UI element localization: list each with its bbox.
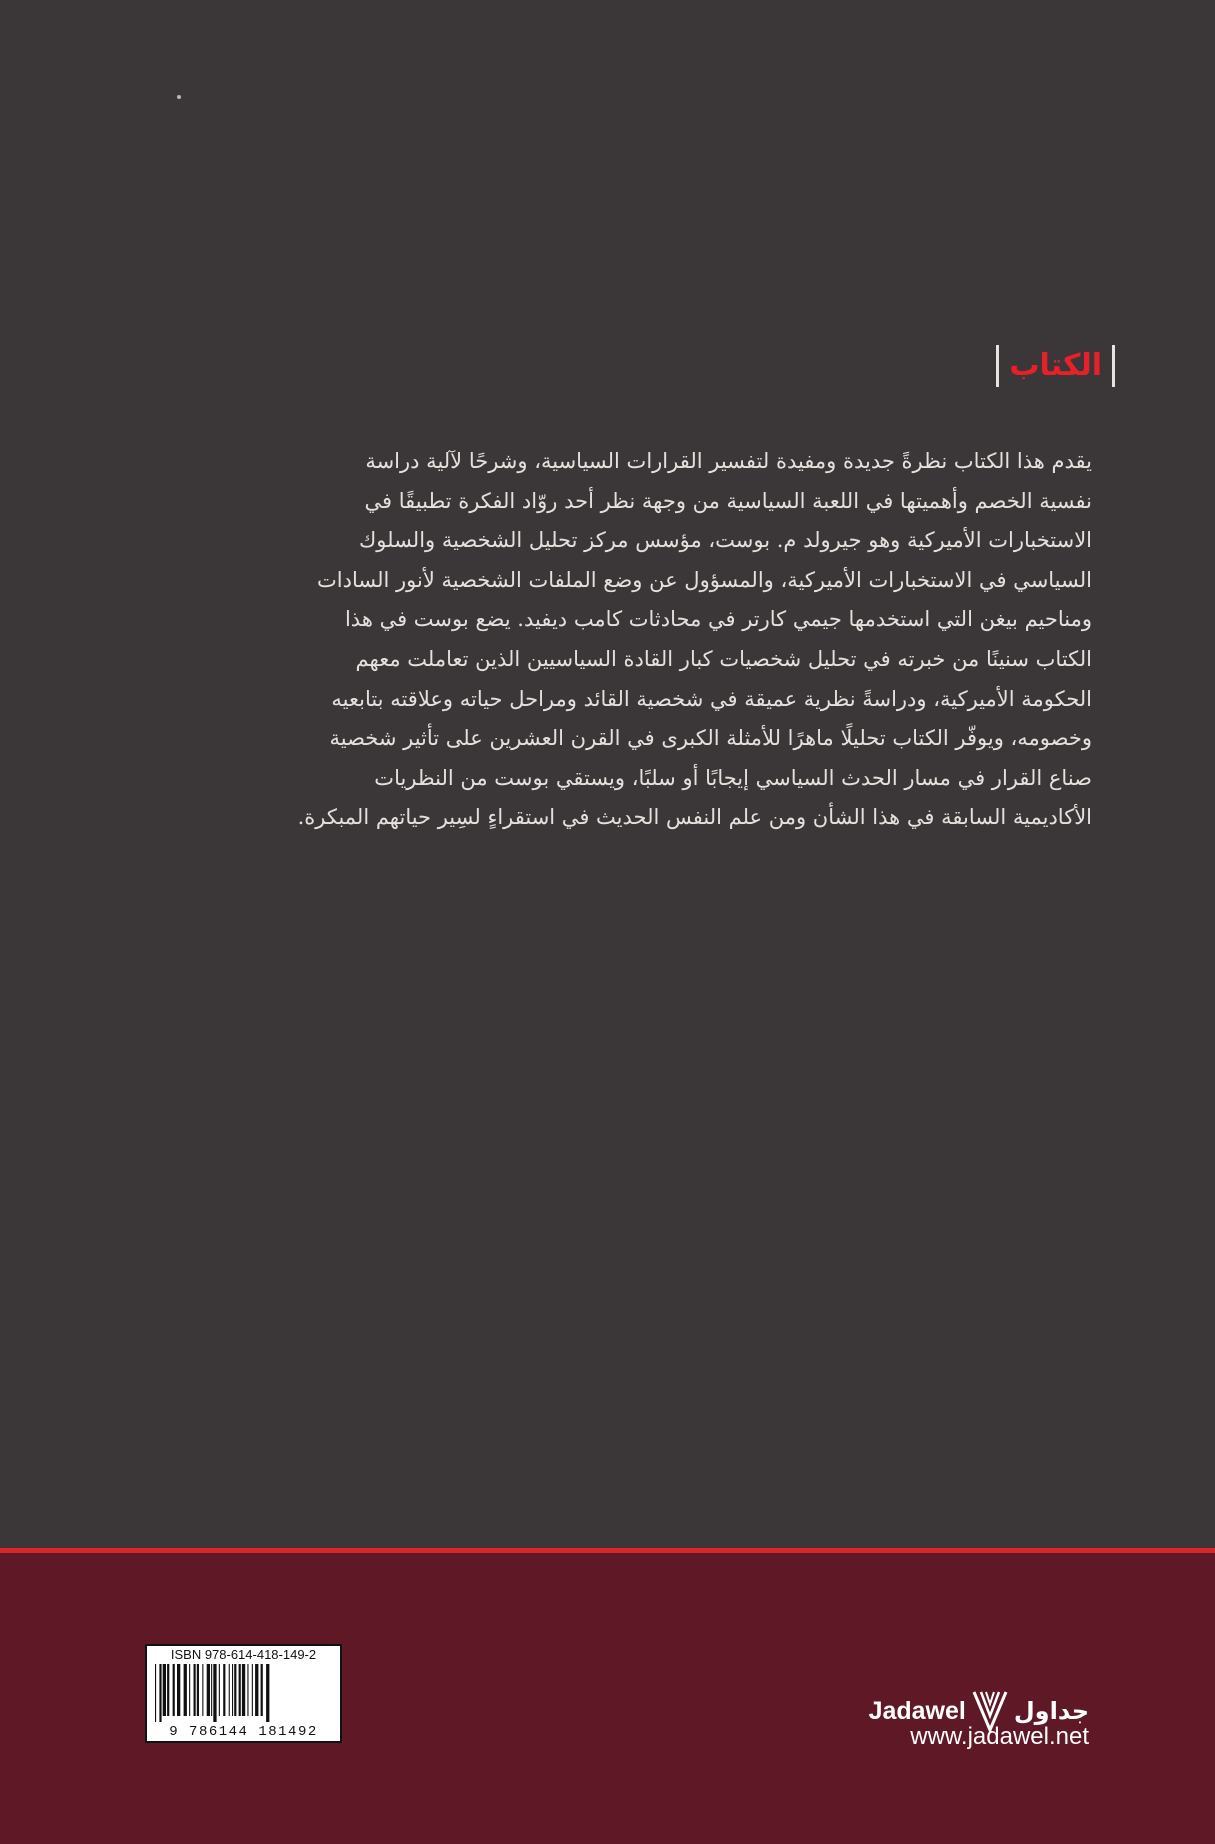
barcode-bar — [223, 1664, 225, 1716]
barcode-bar — [242, 1664, 245, 1716]
barcode-bar — [239, 1664, 241, 1716]
isbn-label: ISBN 978-614-418-149-2 — [170, 1647, 317, 1662]
description-line: يقدم هذا الكتاب نظرةً جديدة ومفيدة لتفسير القرارات السياسية، وشرحًا لآلية دراسة — [365, 449, 1092, 473]
description-line: الكتاب سنينًا من خبرته في تحليل شخصيات كبار القادة السياسيين الذين تعاملت معهم — [355, 646, 1092, 671]
description-line: صناع القرار في مسار الحدث السياسي إيجابًا أو سلبًا، ويستقي بوست من النظريات — [374, 765, 1092, 790]
description-line: الاستخبارات الأميركية وهو جيرولد م. بوست، مؤسس مركز تحليل الشخصية والسلوك — [358, 528, 1092, 553]
heading-title: الكتاب — [1009, 348, 1102, 383]
section-heading — [996, 346, 1115, 386]
barcode-bars — [153, 1664, 334, 1722]
barcode-bar — [247, 1664, 248, 1716]
barcode-bar — [229, 1664, 230, 1716]
book-description — [142, 442, 1092, 838]
barcode-bar — [167, 1664, 169, 1716]
barcode-bar — [177, 1664, 180, 1716]
barcode-bar — [184, 1664, 187, 1716]
barcode-bar — [197, 1664, 199, 1716]
barcode-bar — [252, 1664, 253, 1716]
barcode-bar — [163, 1664, 166, 1716]
cover-speck — [177, 95, 181, 99]
barcode-digits: 9 786144 181492 — [169, 1724, 318, 1740]
publisher-name-en: Jadawel — [868, 1697, 966, 1725]
barcode-bar — [159, 1664, 161, 1722]
description-line: الأكاديمية السابقة في هذا الشأن ومن علم النفس الحديث في استقراءٍ لسِير حياتهم المبكرة. — [297, 805, 1092, 830]
barcode-bar — [261, 1664, 263, 1716]
description-line: ومناحيم بيغن التي استخدمها جيمي كارتر في محادثات كامب ديفيد. يضع بوست في هذا — [344, 607, 1092, 632]
barcode-bar — [234, 1664, 236, 1716]
description-line: نفسية الخصم وأهميتها في اللعبة السياسية من وجهة نظر أحد روّاد الفكرة تطبيقًا في — [364, 488, 1092, 513]
publisher-logo — [829, 1688, 1089, 1758]
description-line: وخصومه، ويوفّر الكتاب تحليلًا ماهرًا للأمثلة الكبرى في القرن العشرين على تأثير شخصية — [329, 726, 1092, 751]
barcode-bar — [173, 1664, 175, 1716]
heading-bar-left — [1112, 345, 1115, 387]
description-line: الحكومة الأميركية، ودراسةً نظرية عميقة في شخصية القائد ومراحل حياته وعلاقته بتابعيه — [331, 686, 1092, 711]
barcode-bar — [155, 1664, 156, 1722]
barcode-bar — [202, 1664, 203, 1716]
barcode-bar — [232, 1664, 233, 1716]
barcode-bar — [213, 1664, 216, 1722]
heading-bar-right — [996, 345, 999, 387]
barcode-bar — [189, 1664, 190, 1716]
publisher-url: www.jadawel.net — [910, 1723, 1089, 1750]
description-line: السياسي في الاستخبارات الأميركية، والمسؤول عن وضع الملفات الشخصية لأنور السادات — [317, 567, 1092, 592]
barcode-bar — [266, 1664, 269, 1722]
isbn-barcode — [145, 1644, 342, 1743]
barcode-bar — [194, 1664, 196, 1716]
barcode-bar — [211, 1664, 212, 1716]
barcode-bar — [219, 1664, 220, 1716]
barcode-bar — [255, 1664, 258, 1716]
publisher-name-ar: جداول — [1013, 1697, 1089, 1725]
barcode-bar — [207, 1664, 210, 1716]
